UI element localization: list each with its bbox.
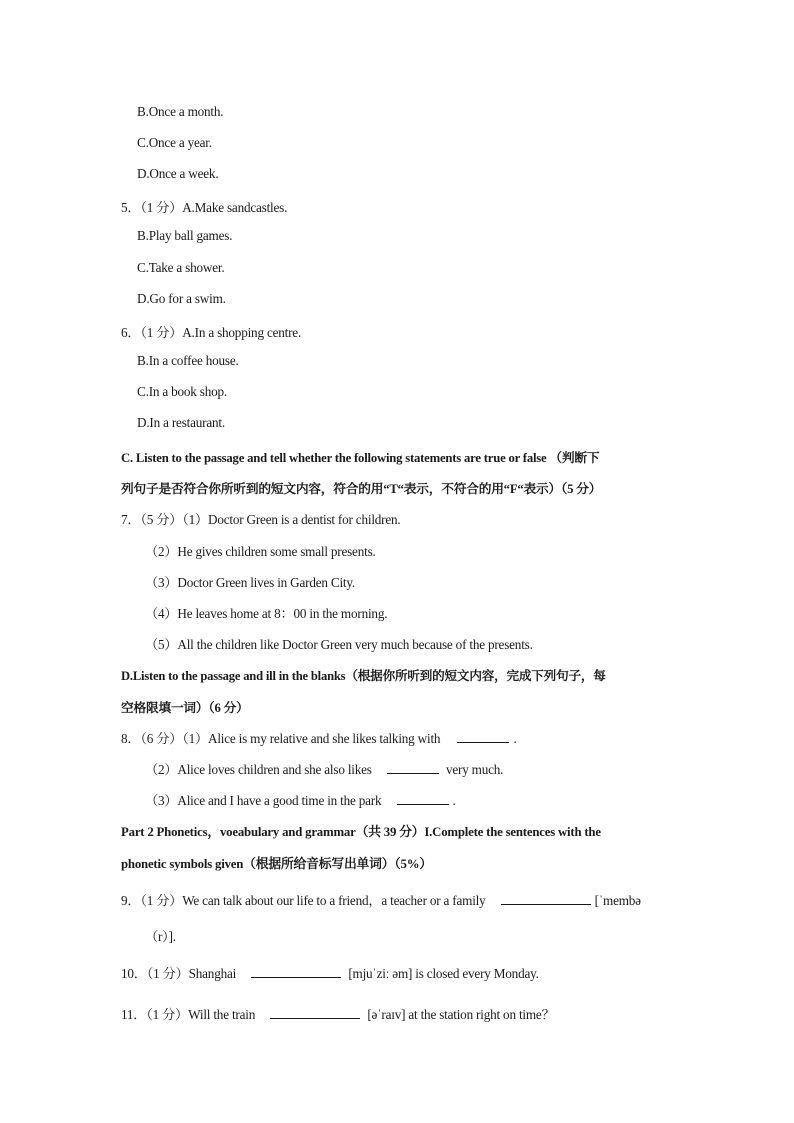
q7-statement-5: （5）All the children like Doctor Green very much because of the presents. (145, 637, 533, 652)
q7-statement-4: （4）He leaves home at 8：00 in the morning. (145, 606, 388, 621)
q5-stem: 5．（1 分）A.Make sandcastles. (121, 200, 288, 215)
q7-statement-2: （2）He gives children some small presents. (145, 544, 376, 559)
q8-sentence-1 (121, 728, 517, 747)
q10-phonetic-text: [mjuˈziː əm] is closed every Monday. (348, 966, 539, 981)
q5-option-d: D.Go for a swim. (137, 291, 226, 306)
q9-phonetic-cont: （r）]. (145, 929, 176, 944)
q4-option-d: D.Once a week. (137, 166, 219, 181)
q10-text: 10．（1 分）Shanghai (121, 966, 237, 981)
answer-blank[interactable] (457, 731, 509, 743)
q9-phonetic: [ˈmembə (594, 893, 641, 908)
answer-blank[interactable] (501, 893, 591, 905)
q11-sentence (121, 1004, 555, 1023)
q7-statement-1: 7．（5 分）（1）Doctor Green is a dentist for children. (121, 512, 401, 527)
answer-blank[interactable] (270, 1007, 360, 1019)
q8-sentence-2-text: （2）Alice loves children and she also likes (145, 762, 372, 777)
q6-option-d: D.In a restaurant. (137, 415, 225, 430)
q11-text: 11．（1 分）Will the train (121, 1007, 256, 1022)
q8-sentence-2-end: very much. (445, 762, 504, 777)
q7-statement-3: （3）Doctor Green lives in Garden City. (145, 575, 356, 590)
part-2-heading-cont: phonetic symbols given（根据所给音标写出单词）（5%） (121, 857, 432, 871)
q8-sentence-1-end: . (513, 731, 517, 746)
answer-blank[interactable] (387, 762, 439, 774)
section-c-heading-cont: 列句子是否符合你所听到的短文内容，符合的用“T“表示，不符合的用“F“表示）（5 分） (121, 482, 602, 496)
answer-blank[interactable] (251, 966, 341, 978)
section-d-heading: D.Listen to the passage and ill in the blanks（根据你所听到的短文内容，完成下列句子，每 (121, 669, 606, 683)
section-c-heading: C. Listen to the passage and tell whether the following statements are true or false （判断下 (121, 451, 600, 465)
q10-sentence (121, 963, 539, 982)
section-d-heading-cont: 空格限填一词）（6 分） (121, 701, 249, 715)
part-2-heading: Part 2 Phonetics，voeabulary and grammar（共 39 分）I.Complete the sentences with the (121, 825, 601, 839)
q4-option-b: B.Once a month. (137, 104, 224, 119)
q9-text: 9．（1 分）We can talk about our life to a friend，a teacher or a family (121, 893, 486, 908)
q8-sentence-1-text: 8．（6 分）（1）Alice is my relative and she likes talking with (121, 731, 441, 746)
q9-sentence (121, 890, 641, 909)
q6-stem: 6．（1 分）A.In a shopping centre. (121, 325, 302, 340)
q4-option-c: C.Once a year. (137, 135, 212, 150)
q5-option-b: B.Play ball games. (137, 228, 233, 243)
q8-sentence-3-end: . (452, 793, 456, 808)
q5-option-c: C.Take a shower. (137, 260, 225, 275)
q8-sentence-3 (145, 790, 456, 809)
q8-sentence-3-text: （3）Alice and I have a good time in the park (145, 793, 382, 808)
answer-blank[interactable] (397, 793, 449, 805)
q6-option-c: C.In a book shop. (137, 384, 228, 399)
q11-phonetic-text: [əˈraɪv] at the station right on time？ (367, 1007, 555, 1022)
q6-option-b: B.In a coffee house. (137, 353, 239, 368)
q8-sentence-2 (145, 759, 503, 778)
